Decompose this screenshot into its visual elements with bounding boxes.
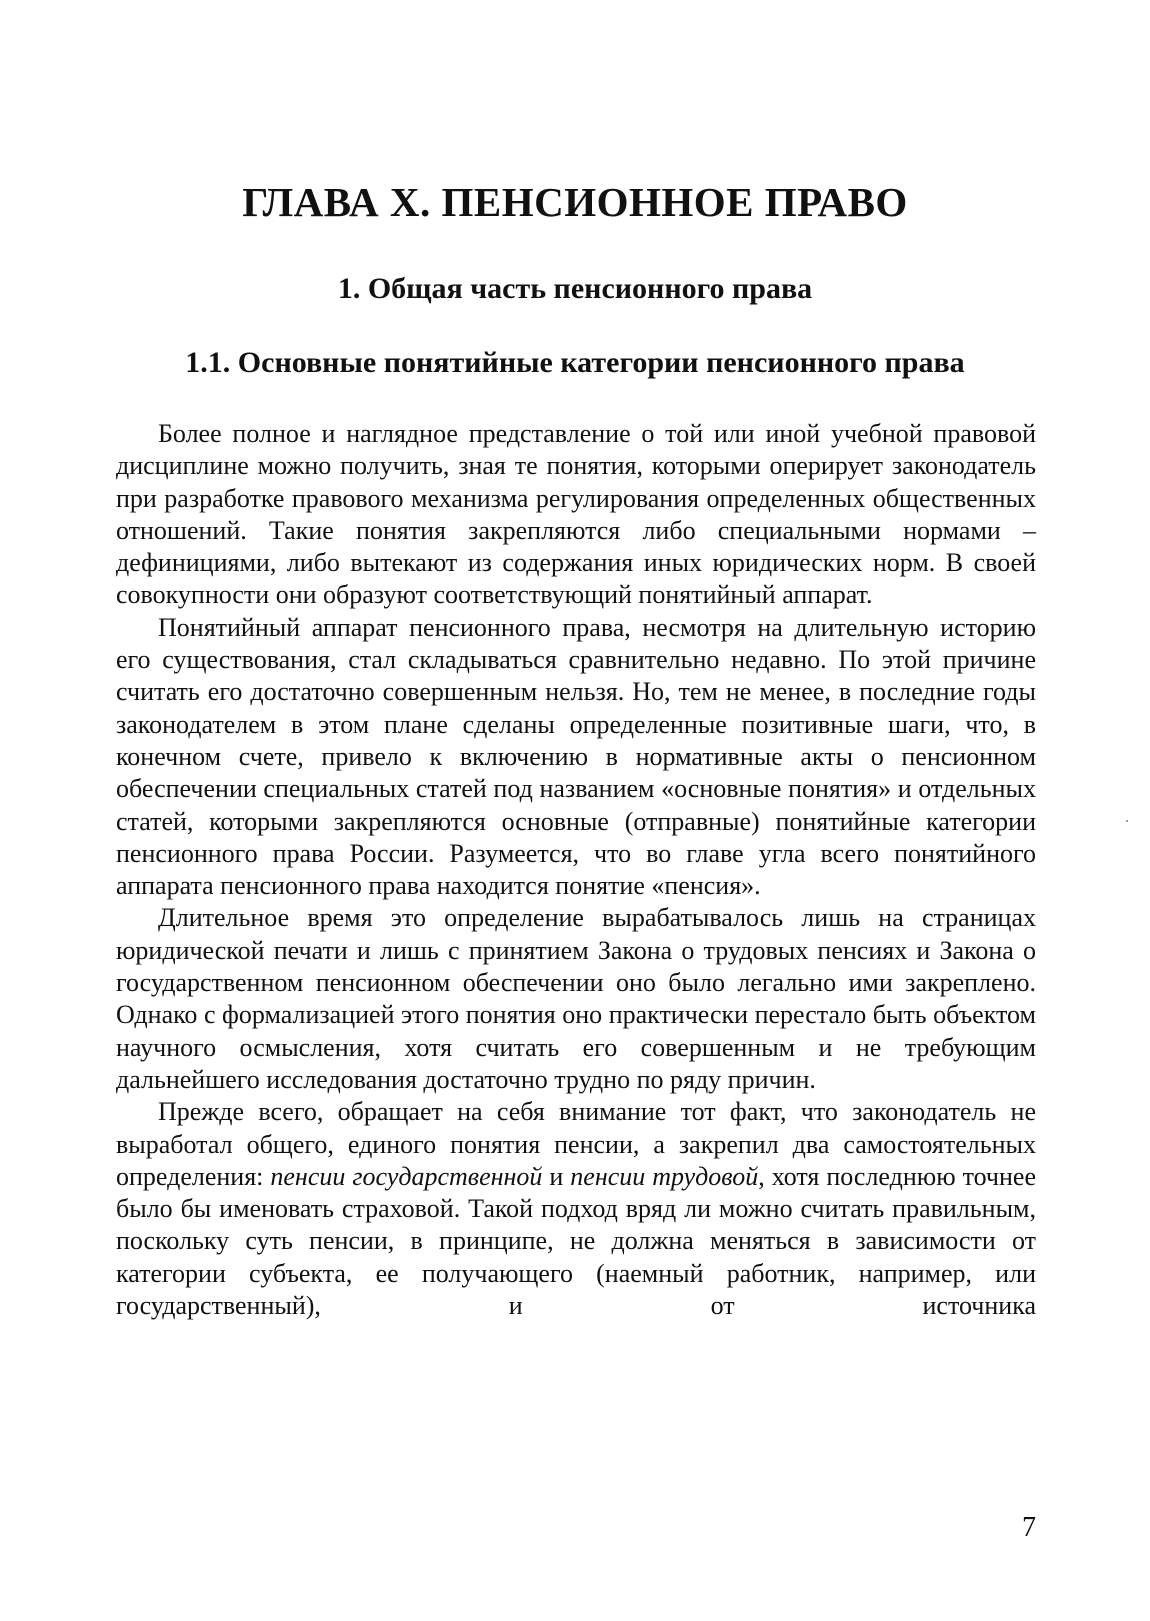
- chapter-title: ГЛАВА X. ПЕНСИОННОЕ ПРАВО: [242, 179, 908, 225]
- section-title: 1. Общая часть пенсионного права: [337, 272, 813, 305]
- paragraph-3: Длительное время это определение вырабатывалось лишь на страницах юридической печати и лишь с принятием Закона о трудовых пенсиях и Закона о государственном пенсионном обеспечении оно было легально ими закреплено. Однако с формализацией этого понятия оно практически перестало быть объектом научного осмысления, хотя считать его совершенным и не требующим дальнейшего исследования достаточно трудно по ряду причин.: [116, 903, 1036, 1094]
- paragraph-4-before: Прежде всего, обращает на себя внимание тот факт, что законодатель не выработал общего, единого понятия пенсии, а закрепил два самостоятельных определения:: [116, 1097, 1036, 1191]
- scan-speck: [1126, 820, 1128, 822]
- paragraph-4-after: , хотя последнюю точнее было бы именовать страховой. Такой подход вряд ли можно считать правильным, поскольку суть пенсии, в принципе, не должна меняться в зависимости от категории субъекта, ее получающего (наемный работник, например, или государственный), и от источника: [116, 1161, 1037, 1321]
- paragraph-1: Более полное и наглядное представление о той или иной учебной правовой дисциплине можно получить, зная те понятия, которыми оперирует законодатель при разработке правового механизма регулирования определенных общественных отношений. Такие понятия закрепляются либо специальными нормами – дефинициями, либо вытекают из содержания иных юридических норм. В своей совокупности они образуют соответствующий понятийный аппарат.: [116, 419, 1036, 610]
- subsection-title: 1.1. Основные понятийные категории пенсионного права: [185, 346, 965, 379]
- paragraph-4-emphasis-state-pension: пенсии государственной: [270, 1161, 543, 1191]
- paragraph-4-emphasis-labour-pension: пенсии трудовой: [570, 1161, 759, 1191]
- body-text: [116, 418, 1036, 1322]
- page-number: 7: [1022, 1512, 1036, 1543]
- paragraph-4-middle: и: [542, 1161, 571, 1191]
- paragraph-4: [116, 1096, 1036, 1322]
- paragraph-2: Понятийный аппарат пенсионного права, несмотря на длительную историю его существования, стал складываться сравнительно недавно. По этой причине считать его достаточно совершенным нельзя. Но, тем не менее, в последние годы законодателем в этом плане сделаны определенные позитивные шаги, что, в конечном счете, привело к включению в нормативные акты о пенсионном обеспечении специальных статей под названием «основные понятия» и отдельных статей, которыми закрепляются основные (отправные) понятийные категории пенсионного права России. Разумеется, что во главе угла всего понятийного аппарата пенсионного права находится понятие «пенсия».: [116, 612, 1036, 901]
